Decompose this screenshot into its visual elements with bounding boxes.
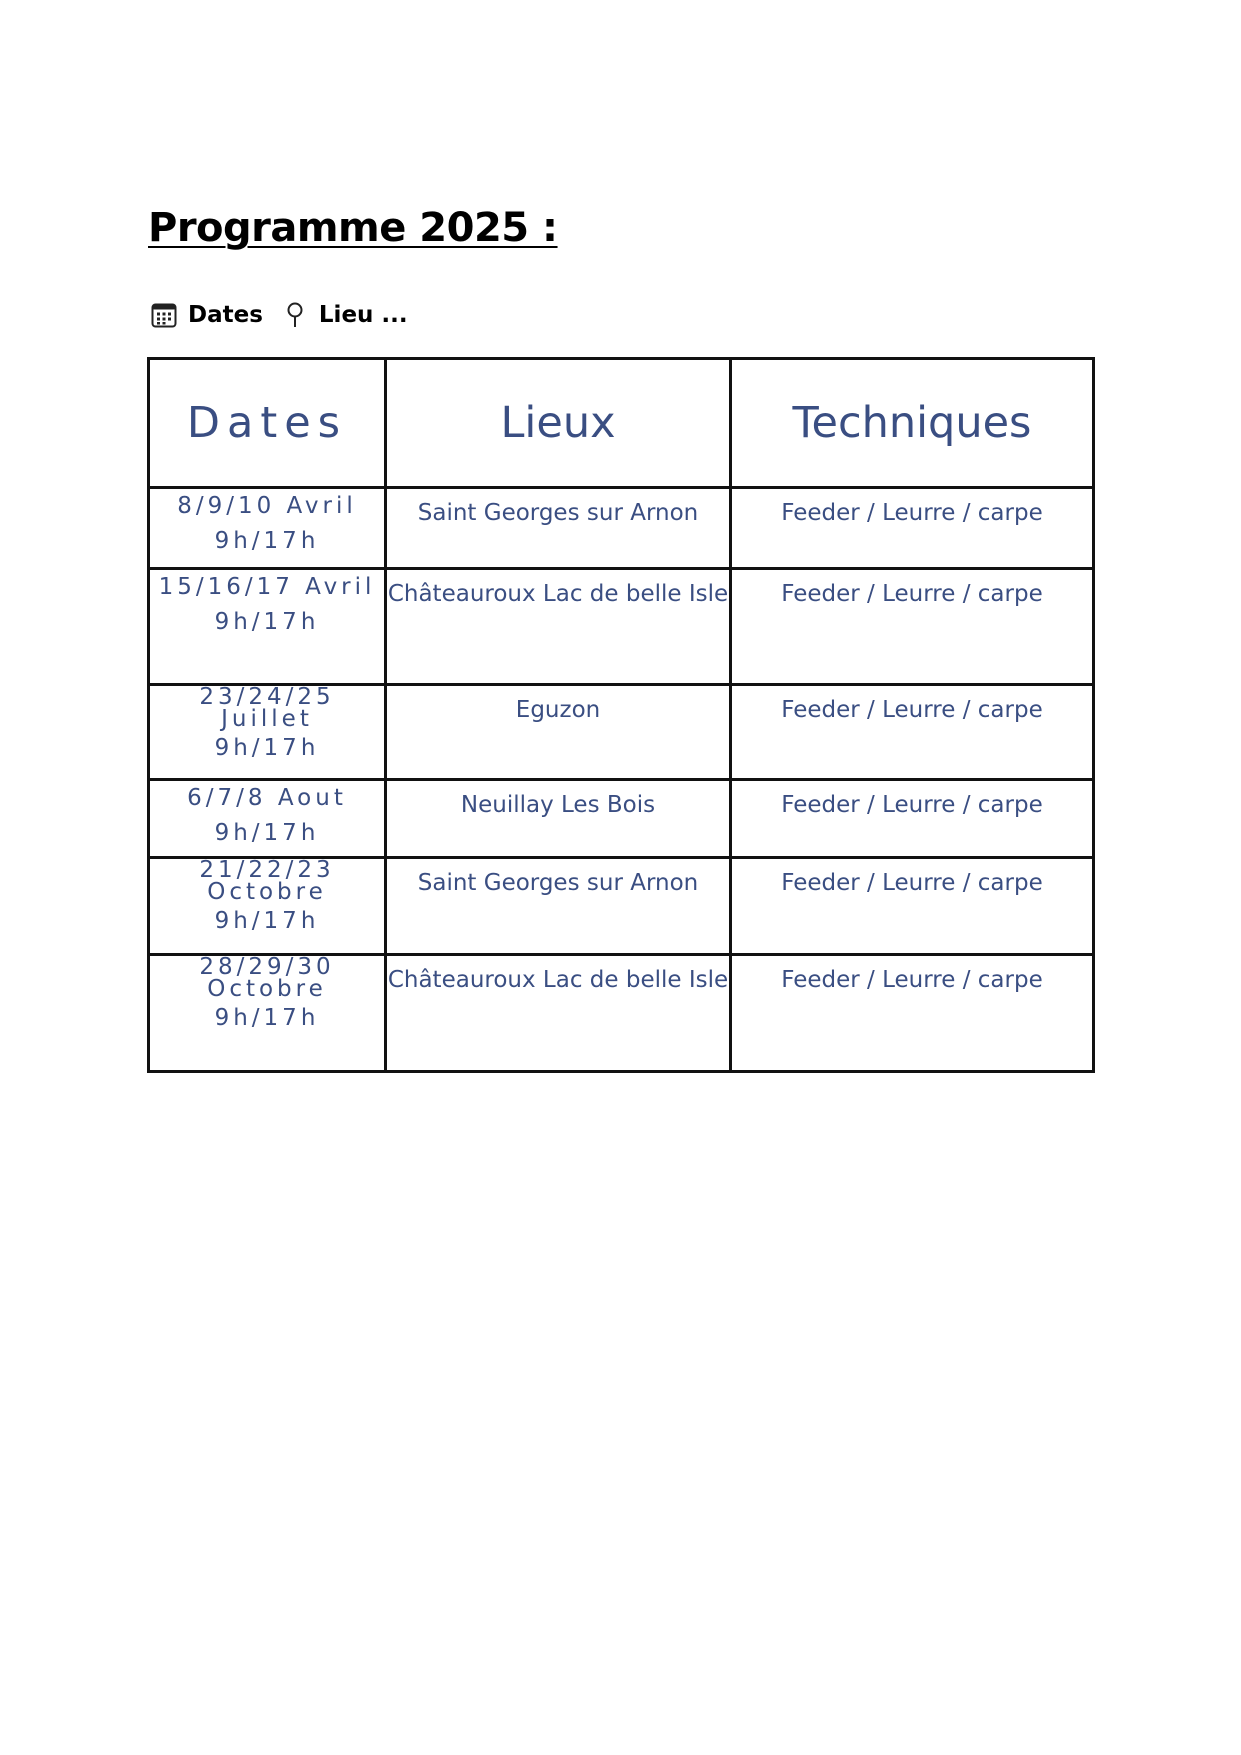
date-month: Octobre <box>207 976 327 1002</box>
table-row <box>149 569 1094 685</box>
date-month: Octobre <box>207 879 327 905</box>
date-hours: 9h/17h <box>214 908 320 934</box>
header-techniques: Techniques <box>731 359 1094 488</box>
dates-chip-label: Dates <box>188 302 263 328</box>
date-days: 23/24/25 <box>199 684 335 710</box>
date-days: 6/7/8 Aout <box>187 785 347 811</box>
technique-cell: Feeder / Leurre / carpe <box>731 488 1094 569</box>
date-month: Juillet <box>221 706 313 732</box>
technique-cell: Feeder / Leurre / carpe <box>731 685 1094 780</box>
technique-cell: Feeder / Leurre / carpe <box>731 858 1094 955</box>
date-hours: 9h/17h <box>214 735 320 761</box>
lieu-cell: Neuillay Les Bois <box>386 780 731 858</box>
lieu-cell: Châteauroux Lac de belle Isle <box>386 569 731 685</box>
lieu-chip-label: Lieu ... <box>318 302 408 328</box>
date-cell <box>149 569 386 685</box>
lieu-cell: Saint Georges sur Arnon <box>386 488 731 569</box>
technique-cell: Feeder / Leurre / carpe <box>731 780 1094 858</box>
date-hours: 9h/17h <box>214 1005 320 1031</box>
date-days: 8/9/10 Avril <box>177 493 357 519</box>
technique-cell: Feeder / Leurre / carpe <box>731 955 1094 1072</box>
table-row <box>149 685 1094 780</box>
page-title: Programme 2025 : <box>148 205 558 251</box>
schedule-table <box>147 357 1095 1073</box>
table-row <box>149 955 1094 1072</box>
table-header-row <box>149 359 1094 488</box>
technique-cell: Feeder / Leurre / carpe <box>731 569 1094 685</box>
date-cell <box>149 955 386 1072</box>
date-hours: 9h/17h <box>214 528 320 554</box>
date-hours: 9h/17h <box>214 820 320 846</box>
calendar-icon <box>150 301 178 329</box>
table-row <box>149 858 1094 955</box>
date-cell <box>149 488 386 569</box>
date-days: 21/22/23 <box>199 857 335 883</box>
lieu-chip[interactable] <box>281 301 408 329</box>
date-hours: 9h/17h <box>214 609 320 635</box>
smart-chips <box>150 298 408 332</box>
date-cell <box>149 685 386 780</box>
date-days: 28/29/30 <box>199 954 335 980</box>
lieu-cell: Saint Georges sur Arnon <box>386 858 731 955</box>
date-days: 15/16/17 Avril <box>158 574 376 600</box>
table-row <box>149 780 1094 858</box>
location-pin-icon <box>281 301 309 329</box>
dates-chip[interactable] <box>150 301 263 329</box>
header-lieux: Lieux <box>386 359 731 488</box>
date-cell <box>149 780 386 858</box>
header-dates: Dates <box>149 359 386 488</box>
lieu-cell: Châteauroux Lac de belle Isle <box>386 955 731 1072</box>
date-cell <box>149 858 386 955</box>
table-row <box>149 488 1094 569</box>
lieu-cell: Eguzon <box>386 685 731 780</box>
